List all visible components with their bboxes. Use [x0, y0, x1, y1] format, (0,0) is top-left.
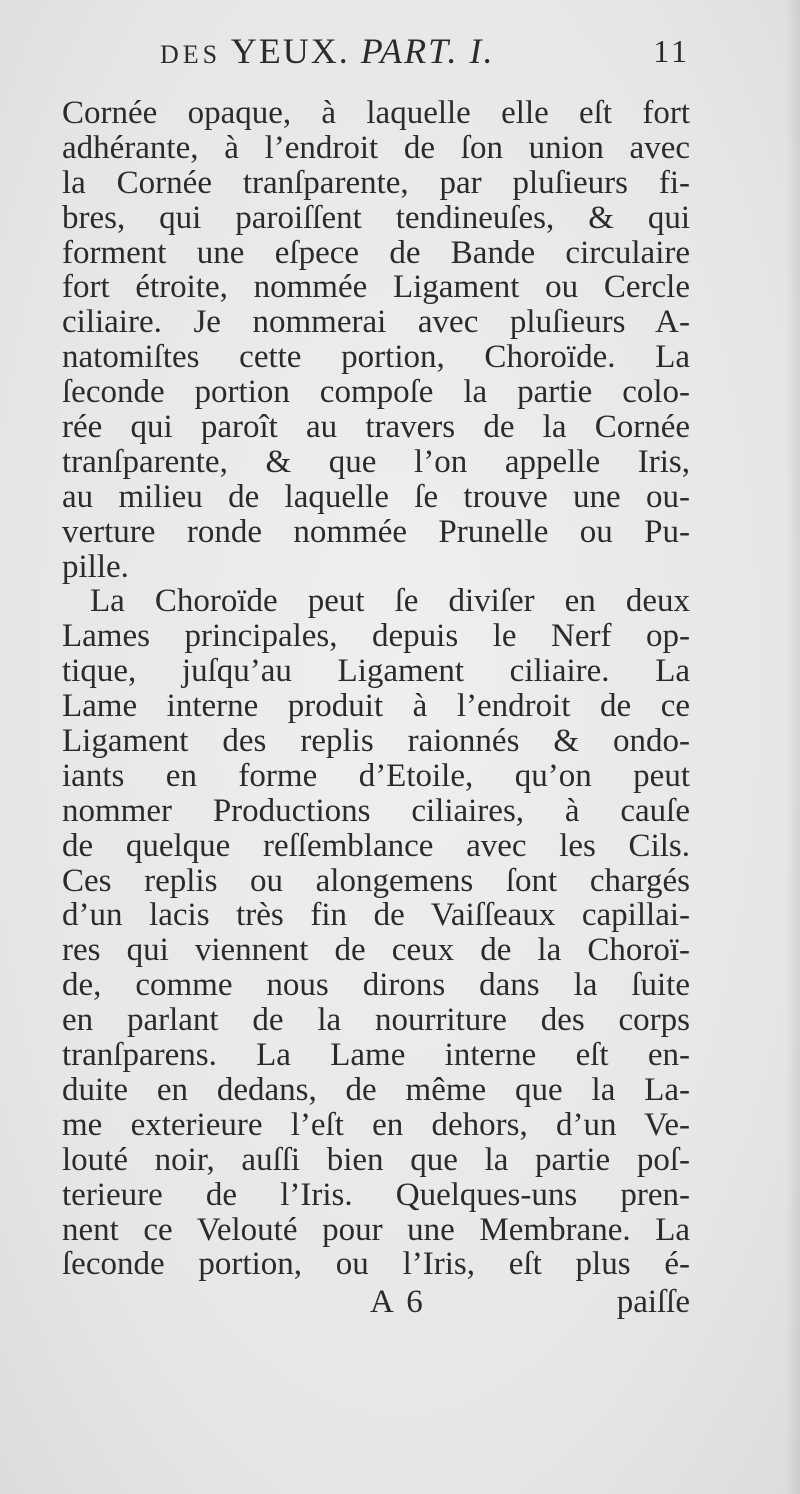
text-line: Ligament des replis raionnés & ondo-	[62, 723, 690, 760]
text-line: de, comme nous dirons dans la ſuite	[62, 967, 690, 1004]
text-line: de quelque reſſemblance avec les Cils.	[62, 827, 690, 864]
text-line: rée qui paroît au travers de la Cornée	[62, 409, 690, 446]
text-line: la Cornée tranſparente, par pluſieurs fi-	[62, 164, 690, 201]
text-line: d’un lacis très fin de Vaiſſeaux capillai-	[62, 897, 690, 934]
text-line: forment une eſpece de Bande circulaire	[62, 234, 690, 271]
text-line: verture ronde nommée Prunelle ou Pu-	[62, 513, 690, 550]
text-line: natomiſtes cette portion, Choroïde. La	[62, 339, 690, 376]
text-line: nommer Productions ciliaires, à cauſe	[62, 792, 690, 829]
text-line: Cornée opaque, à laquelle elle eſt fort	[62, 95, 690, 131]
text-line: au milieu de laquelle ſe trouve une ou-	[62, 478, 690, 515]
running-head-yeux: YEUX.	[230, 31, 350, 71]
text-line: nent ce Velouté pour une Membrane. La	[62, 1211, 690, 1248]
page-header	[160, 28, 690, 74]
catchword: paiſſe	[616, 1284, 690, 1320]
text-line: pille.	[62, 548, 129, 585]
text-line: iants en forme d’Etoile, qu’on peut	[62, 757, 690, 794]
text-line: ciliaire. Je nommerai avec pluſieurs A-	[62, 304, 690, 341]
text-line: tranſparens. La Lame interne eſt en-	[62, 1037, 690, 1074]
body-text	[62, 96, 690, 1282]
text-line: tranſparente, & que l’on appelle Iris,	[62, 443, 690, 480]
page-number: 11	[653, 33, 690, 69]
text-line: Lame interne produit à l’endroit de ce	[62, 688, 690, 725]
running-head-part: PART. I.	[360, 31, 495, 71]
signature-mark: A 6	[370, 1284, 426, 1320]
text-line: ſeconde portion compoſe la partie colo-	[62, 374, 690, 411]
text-line: terieure de l’Iris. Quelques-uns pren-	[62, 1176, 690, 1213]
text-line: en parlant de la nourriture des corps	[62, 1002, 690, 1039]
text-line: duite en dedans, de même que la La-	[62, 1071, 690, 1108]
running-head	[160, 28, 494, 78]
text-line: fort étroite, nommée Ligament ou Cercle	[62, 269, 690, 306]
page-edge-shadow	[786, 0, 800, 1494]
running-head-des: DES	[160, 40, 222, 69]
text-line: louté noir, auſſi bien que la partie poſ-	[62, 1141, 690, 1178]
text-line: Ces replis ou alongemens ſont chargés	[62, 862, 690, 899]
text-line: res qui viennent de ceux de la Choroï-	[62, 932, 690, 969]
text-line: tique, juſqu’au Ligament ciliaire. La	[62, 653, 690, 690]
text-line: Lames principales, depuis le Nerf op-	[62, 618, 690, 655]
text-line: ſeconde portion, ou l’Iris, eſt plus é-	[62, 1246, 690, 1283]
text-line: me exterieure l’eſt en dehors, d’un Ve-	[62, 1106, 690, 1143]
text-line: adhérante, à l’endroit de ſon union avec	[62, 129, 690, 166]
page-footer	[62, 1282, 690, 1322]
paragraph-first-line: La Choroïde peut ſe diviſer en deux	[90, 583, 690, 620]
text-line: bres, qui paroiſſent tendineuſes, & qui	[62, 199, 690, 236]
